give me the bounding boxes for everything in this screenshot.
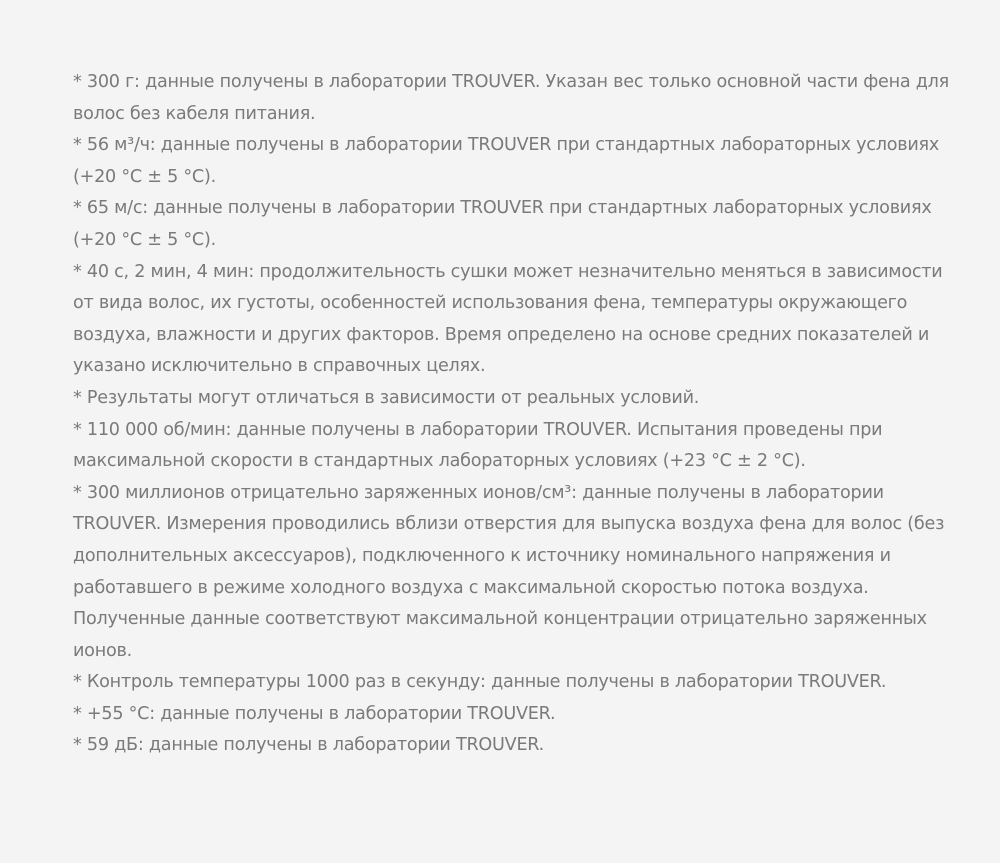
footnote-motor-speed: [73, 415, 953, 478]
footnote-drying-time: [73, 257, 953, 383]
footnote-marker: *: [73, 198, 87, 219]
footnote-marker: *: [73, 703, 87, 724]
footnote-text: 40 с, 2 мин, 4 мин: продолжительность сушки может незначительно меняться в зависимости от вида волос, их густоты, особенностей использования фена, температуры окружающего воздуха, влажности и других факторов. Время определено на основе средних показателей и указано исключительно в справочных целях.: [73, 261, 943, 377]
footnote-marker: *: [73, 387, 87, 408]
footnote-marker: *: [73, 419, 87, 440]
footnote-airflow: [73, 130, 953, 193]
footnotes-section: [73, 67, 953, 762]
footnote-marker: *: [73, 72, 87, 92]
footnote-text: Контроль температуры 1000 раз в секунду: данные получены в лаборатории TROUVER.: [86, 672, 887, 693]
footnote-marker: *: [73, 672, 87, 693]
footnote-temperature: [73, 699, 953, 731]
footnote-text: +55 °C: данные получены в лаборатории TROUVER.: [86, 703, 556, 724]
footnote-text: 59 дБ: данные получены в лаборатории TROUVER.: [86, 735, 544, 756]
footnote-marker: *: [73, 482, 87, 503]
footnote-noise: [73, 730, 953, 762]
footnote-ions: [73, 478, 953, 668]
footnote-text: 300 г: данные получены в лаборатории TROUVER. Указан вес только основной части фена для волос без кабеля питания.: [73, 72, 949, 124]
footnote-temperature-control: [73, 667, 953, 699]
footnote-marker: *: [73, 735, 87, 756]
footnote-text: 110 000 об/мин: данные получены в лаборатории TROUVER. Испытания проведены при максимальной скорости в стандартных лабораторных условиях (+23 °C ± 2 °C).: [73, 419, 883, 472]
footnote-marker: *: [73, 261, 87, 282]
footnote-air-speed: [73, 193, 953, 256]
footnote-text: 300 миллионов отрицательно заряженных ионов/см³: данные получены в лаборатории TROUVER. Измерения проводились вблизи отверстия для выпуска воздуха фена для волос (без дополнительных аксессуаров), подключенного к источнику номинального напряжения и работавшего в режиме холодного воздуха с максимальной скоростью потока воздуха. Полученные данные соответствуют максимальной концентрации отрицательно заряженных ионов.: [73, 482, 945, 661]
footnote-results-disclaimer: [73, 383, 953, 415]
footnote-text: 56 м³/ч: данные получены в лаборатории TROUVER при стандартных лабораторных условиях (+20 °C ± 5 °C).: [73, 135, 940, 187]
footnote-weight: [73, 67, 953, 130]
footnote-text: 65 м/с: данные получены в лаборатории TROUVER при стандартных лабораторных условиях (+20 °C ± 5 °C).: [73, 198, 932, 250]
footnote-marker: *: [73, 135, 87, 156]
footnote-text: Результаты могут отличаться в зависимости от реальных условий.: [86, 387, 700, 408]
